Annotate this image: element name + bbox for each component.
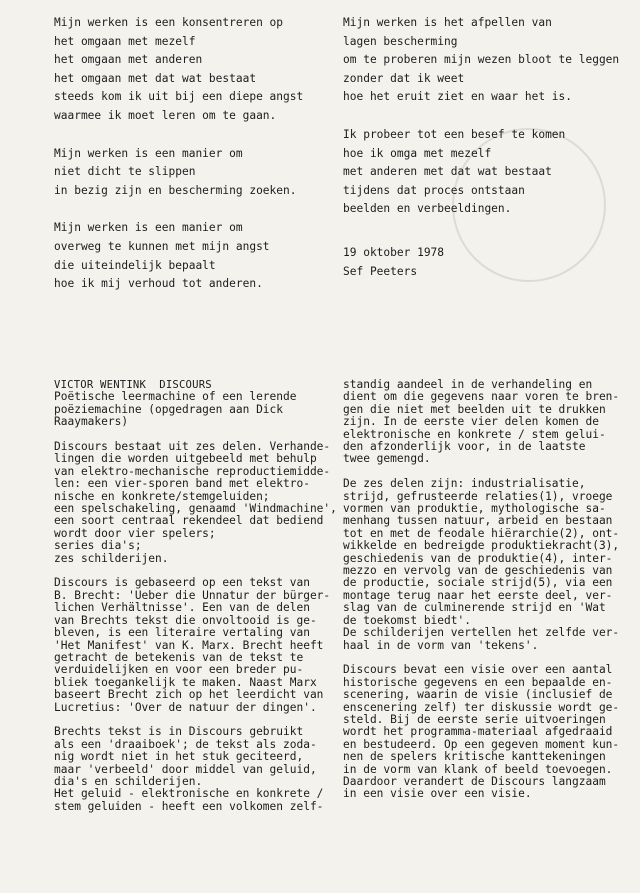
article-left-text	[54, 441, 344, 813]
article-paragraph: De zes delen zijn: industrialisatie, strijd, gefrusteerde relaties(1), vroege vormen van produktie, mythologische sa- menhang tussen natuur, arbeid en bestaan tot en met de feodale hiërarchie(2), ont- wikkelde en bedreigde produktiekracht(3), geschiedenis van de produktie(4), inter- mezzo en vervolg van de geschiedenis van de productie, sociale strijd(5), via een montage terug naar het eerste deel, ver- slag van de culminerende strijd en 'Wat de toekomst biedt'. De schilderijen vertellen het zelfde ver- haal in de vorm van 'tekens'.	[343, 477, 620, 652]
article-subtitle: Poëtische leermachine of een lerende poëziemachine (opgedragen aan Dick Raaymakers)	[54, 390, 297, 429]
poem-left-stanza	[54, 219, 334, 293]
poem-line: in bezig zijn en bescherming zoeken.	[54, 183, 297, 197]
poem-line: tijdens dat proces ontstaan	[343, 183, 525, 197]
poem-right-column	[343, 14, 633, 238]
article-paragraph: Discours bevat een visie over een aantal historische gegevens en een bepaalde en- scenering, waarin de visie (inclusief de enscenering zelf) ter diskussie wordt ge- steld. Bij de eerste serie uitvoeringen wordt het programma-materiaal afgedraaid en bestudeerd. Op een gegeven moment kun- nen de spelers kritische kanttekeningen in de vorm van klank of beeld toevoegen. Daardoor verandert de Discours langzaam in een visie over een visie.	[343, 663, 620, 801]
poem-left-column	[54, 14, 334, 313]
poem-line: om te proberen mijn wezen bloot te leggen	[343, 53, 620, 67]
poem-left-stanza	[54, 14, 334, 126]
poem-line: Mijn werken is een manier om	[54, 146, 243, 160]
article-paragraph: Brechts tekst is in Discours gebruikt als een 'draaiboek'; de tekst als zoda- nig wordt niet in het stuk geciteerd, maar 'verbeeld' door middel van geluid, dia's en schilderijen. Het geluid - elektronische en konkrete / stem geluiden - heeft een volkomen zelf-	[54, 725, 324, 813]
poem-line: overweg te kunnen met mijn angst	[54, 239, 270, 253]
poem-line: het omgaan met dat wat bestaat	[54, 71, 257, 85]
article-paragraph: Discours bestaat uit zes delen. Verhande- lingen die worden uitgebeeld met behulp van elektro-mechanische reproductiemidde- len: een vier-sporen band met elektro- nische en konkrete/stemgeluiden; een spelschakeling, genaamd 'Windmachine', een soort centraal rekendeel dat bediend wordt door vier spelers; series dia's; zes schilderijen.	[54, 440, 337, 565]
poem-line: hoe ik mij verhoud tot anderen.	[54, 277, 263, 291]
poem-line: waarmee ik moet leren om te gaan.	[54, 108, 277, 122]
poem-line: zonder dat ik weet	[343, 71, 465, 85]
poem-author: Sef Peeters	[343, 264, 418, 278]
article-paragraph: Discours is gebaseerd op een tekst van B. Brecht: 'Ueber die Unnatur der bürger- lichen Verhältnisse'. Een van de delen van Brechts tekst die onvoltooid is ge- bleven, is een literaire vertaling van 'Het Manifest' van K. Marx. Brecht heeft getracht de betekenis van de tekst te verduidelijken en voor een breder pu- bliek toegankelijk te maken. Naast Marx baseert Brecht zich op het leerdicht van Lucretius: 'Over de natuur der dingen'.	[54, 576, 331, 714]
poem-line: Mijn werken is het afpellen van	[343, 16, 552, 29]
poem-line: hoe het eruit ziet en waar het is.	[343, 90, 573, 104]
poem-line: met anderen met dat wat bestaat	[343, 165, 552, 179]
poem-right-stanza	[343, 126, 633, 219]
poem-line: beelden en verbeeldingen.	[343, 202, 512, 216]
article-heading: VICTOR WENTINK DISCOURS	[54, 379, 212, 391]
poem-line: lagen bescherming	[343, 34, 458, 48]
article-right-text	[343, 379, 633, 801]
poem-line: het omgaan met anderen	[54, 53, 203, 67]
article-paragraph: standig aandeel in de verhandeling en dient om die gegevens naar voren te bren- gen die niet met beelden uit te drukken zijn. In de eerste vier delen komen de elektronische en konkrete / stem gelui- den afzonderlijk voor, in de laatste twee gemengd.	[343, 378, 620, 466]
article-right-column	[343, 379, 633, 813]
poem-line: Mijn werken is een konsentreren op	[54, 16, 284, 29]
poem-line: steeds kom ik uit bij een diepe angst	[54, 90, 304, 104]
poem-right-stanza	[343, 14, 633, 107]
poem-line: die uiteindelijk bepaalt	[54, 258, 216, 272]
poem-line: het omgaan met mezelf	[54, 34, 196, 48]
poem-date: 19 oktober 1978	[343, 246, 445, 259]
article-left-column	[54, 379, 344, 826]
poem-line: hoe ik omga met mezelf	[343, 146, 492, 160]
poem-line: niet dicht te slippen	[54, 165, 196, 179]
poem-signature	[343, 244, 543, 281]
poem-line: Ik probeer tot een besef te komen	[343, 127, 566, 141]
poem-left-stanza	[54, 145, 334, 201]
poem-line: Mijn werken is een manier om	[54, 221, 243, 235]
